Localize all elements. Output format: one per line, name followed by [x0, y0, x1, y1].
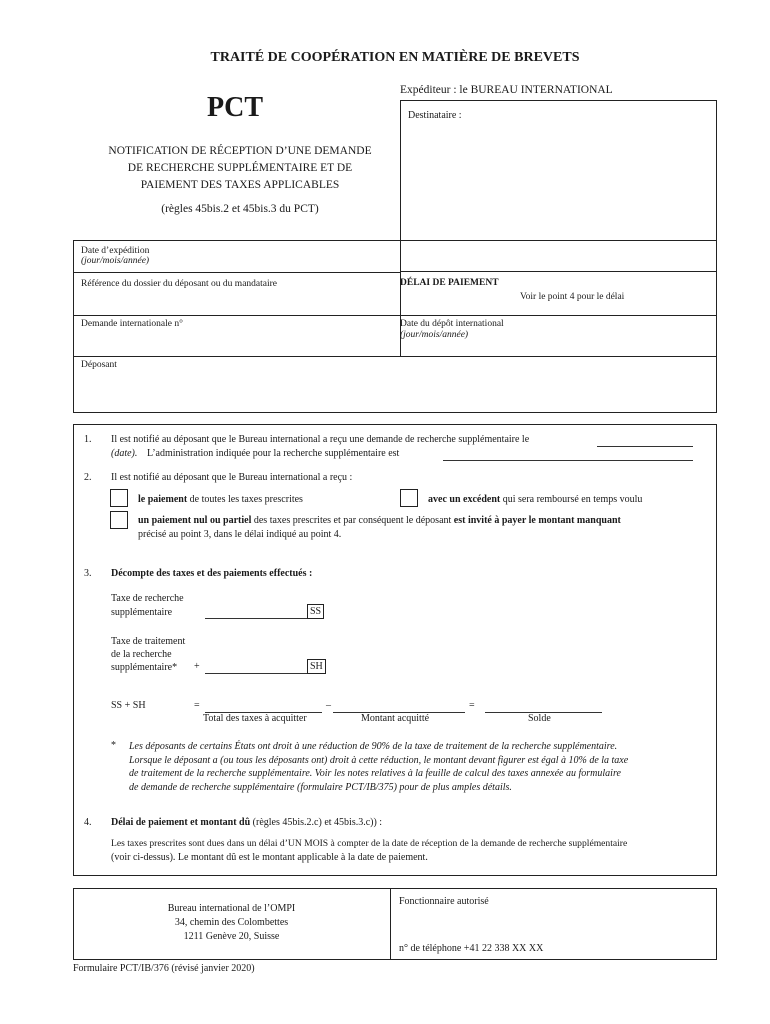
- sender-label: Expéditeur : le BUREAU INTERNATIONAL: [400, 84, 613, 96]
- notification-title: [75, 143, 405, 194]
- section-1-line-1: Il est notifié au déposant que le Bureau international a reçu une demande de recherche supplémentaire le: [111, 434, 530, 445]
- sh-amount-field[interactable]: [205, 673, 308, 674]
- sh-label-1: Taxe de traitement: [111, 636, 186, 647]
- footnote-line-3: de traitement de la recherche supplémentaire. Voir les notes relatives à la feuille de calcul des taxes annexée au formulaire: [129, 768, 621, 779]
- option-partial-payment-line-2: précisé au point 3, dans le délai indiqué au point 4.: [138, 529, 342, 540]
- wipo-line-2: 34, chemin des Colombettes: [174, 917, 289, 928]
- pct-heading: PCT: [207, 92, 263, 123]
- section-4-line-2: (voir ci-dessus). Le montant dû est le montant applicable à la date de paiement.: [111, 852, 428, 863]
- footnote-star: *: [111, 740, 116, 751]
- wipo-line-1: Bureau international de l’OMPI: [167, 903, 296, 914]
- wipo-address: [73, 902, 390, 944]
- date-depot-label: Date du dépôt international: [400, 319, 504, 329]
- section-3-title: Décompte des taxes et des paiements effectués :: [111, 568, 313, 579]
- delai-paiement-title: DÉLAI DE PAIEMENT: [400, 278, 499, 288]
- checkbox-excess-payment[interactable]: [400, 489, 418, 507]
- sh-label-2: de la recherche: [111, 649, 172, 660]
- section-1-date-blank: [597, 446, 693, 447]
- treaty-title: TRAITÉ DE COOPÉRATION EN MATIÈRE DE BREVETS: [210, 50, 580, 65]
- date-expedition-format: (jour/mois/année): [81, 256, 150, 266]
- ss-code: SS: [307, 604, 324, 619]
- form-identifier: Formulaire PCT/IB/376 (révisé janvier 2020): [73, 963, 255, 974]
- section-4-title-bold: Délai de paiement et montant dû: [111, 817, 251, 828]
- section-1-line-2: L’administration indiquée pour la recherche supplémentaire est: [147, 448, 400, 459]
- option-full-payment-text: de toutes les taxes prescrites: [189, 494, 303, 505]
- footnote-line-2: Lorsque le déposant a (ou tous les déposants ont) droit à cette réduction, le montant devant figurer est égal à 10% de la taxe: [129, 754, 629, 766]
- col-balance-label: Solde: [528, 713, 551, 724]
- sum-label: SS + SH: [111, 700, 146, 711]
- sh-label: [111, 635, 185, 674]
- authorized-officer-label: Fonctionnaire autorisé: [399, 896, 489, 907]
- section-1-date-word: (date).: [111, 448, 138, 459]
- wipo-line-3: 1211 Genève 20, Suisse: [183, 931, 280, 942]
- equals-sign: =: [194, 700, 200, 711]
- section-1-authority-blank: [443, 460, 693, 461]
- section-4-title: [111, 817, 382, 828]
- sh-label-3: supplémentaire*: [111, 662, 178, 673]
- notification-line-2: DE RECHERCHE SUPPLÉMENTAIRE ET DE: [127, 162, 353, 174]
- checkbox-full-payment[interactable]: [110, 489, 128, 507]
- sh-plus-sign: +: [194, 661, 200, 672]
- option-partial-payment: [138, 515, 621, 526]
- section-2-intro: Il est notifié au déposant que le Bureau international a reçu :: [111, 472, 353, 483]
- footnote-text: [129, 740, 628, 794]
- section-4-number: 4.: [84, 817, 92, 828]
- phone-number: n° de téléphone +41 22 338 XX XX: [399, 943, 544, 954]
- delai-paiement-note: Voir le point 4 pour le délai: [520, 292, 625, 302]
- rules-reference: (règles 45bis.2 et 45bis.3 du PCT): [161, 203, 319, 215]
- date-depot-format: (jour/mois/année): [400, 330, 469, 340]
- ss-label-1: Taxe de recherche: [111, 593, 184, 604]
- recipient-label: Destinataire :: [408, 110, 462, 121]
- option-excess-payment-bold: avec un excédent: [428, 494, 501, 505]
- footnote-line-4: de demande de recherche supplémentaire (formulaire PCT/IB/375) pour de plus amples détails.: [129, 781, 512, 793]
- option-partial-payment-bold: un paiement nul ou partiel: [138, 515, 252, 526]
- option-full-payment: [138, 494, 303, 505]
- sh-code: SH: [307, 659, 326, 674]
- notification-line-3: PAIEMENT DES TAXES APPLICABLES: [140, 179, 340, 191]
- option-excess-payment-text: qui sera remboursé en temps voulu: [502, 494, 643, 505]
- section-4-line-1: Les taxes prescrites sont dues dans un délai d’UN MOIS à compter de la date de réception de la demande de recherche supplémentaire: [111, 838, 628, 849]
- option-excess-payment: [428, 494, 642, 505]
- section-1-number: 1.: [84, 434, 92, 445]
- ss-label-2: supplémentaire: [111, 607, 173, 618]
- equals-sign-2: =: [469, 700, 475, 711]
- minus-sign: –: [326, 700, 331, 711]
- checkbox-partial-payment[interactable]: [110, 511, 128, 529]
- ss-amount-field[interactable]: [205, 618, 308, 619]
- footnote-line-1: Les déposants de certains États ont droit à une réduction de 90% de la taxe de traitement de la recherche supplémentaire.: [129, 741, 618, 752]
- section-4-title-rest: (règles 45bis.2.c) et 45bis.3.c)) :: [252, 817, 383, 828]
- notification-line-1: NOTIFICATION DE RÉCEPTION D’UNE DEMANDE: [108, 145, 372, 157]
- option-partial-payment-bold-2: est invité à payer le montant manquant: [453, 515, 621, 526]
- section-2-number: 2.: [84, 472, 92, 483]
- col-total-label: Total des taxes à acquitter: [203, 713, 307, 724]
- section-3-number: 3.: [84, 568, 92, 579]
- date-expedition-label: Date d’expédition: [81, 246, 150, 256]
- demande-label: Demande internationale n°: [81, 319, 183, 329]
- col-paid-label: Montant acquitté: [361, 713, 430, 724]
- option-full-payment-bold: le paiement: [138, 494, 188, 505]
- deposant-label: Déposant: [81, 360, 117, 370]
- ss-label: [111, 592, 184, 620]
- option-partial-payment-text: des taxes prescrites et par conséquent le déposant: [253, 515, 452, 526]
- reference-label: Référence du dossier du déposant ou du mandataire: [81, 279, 278, 289]
